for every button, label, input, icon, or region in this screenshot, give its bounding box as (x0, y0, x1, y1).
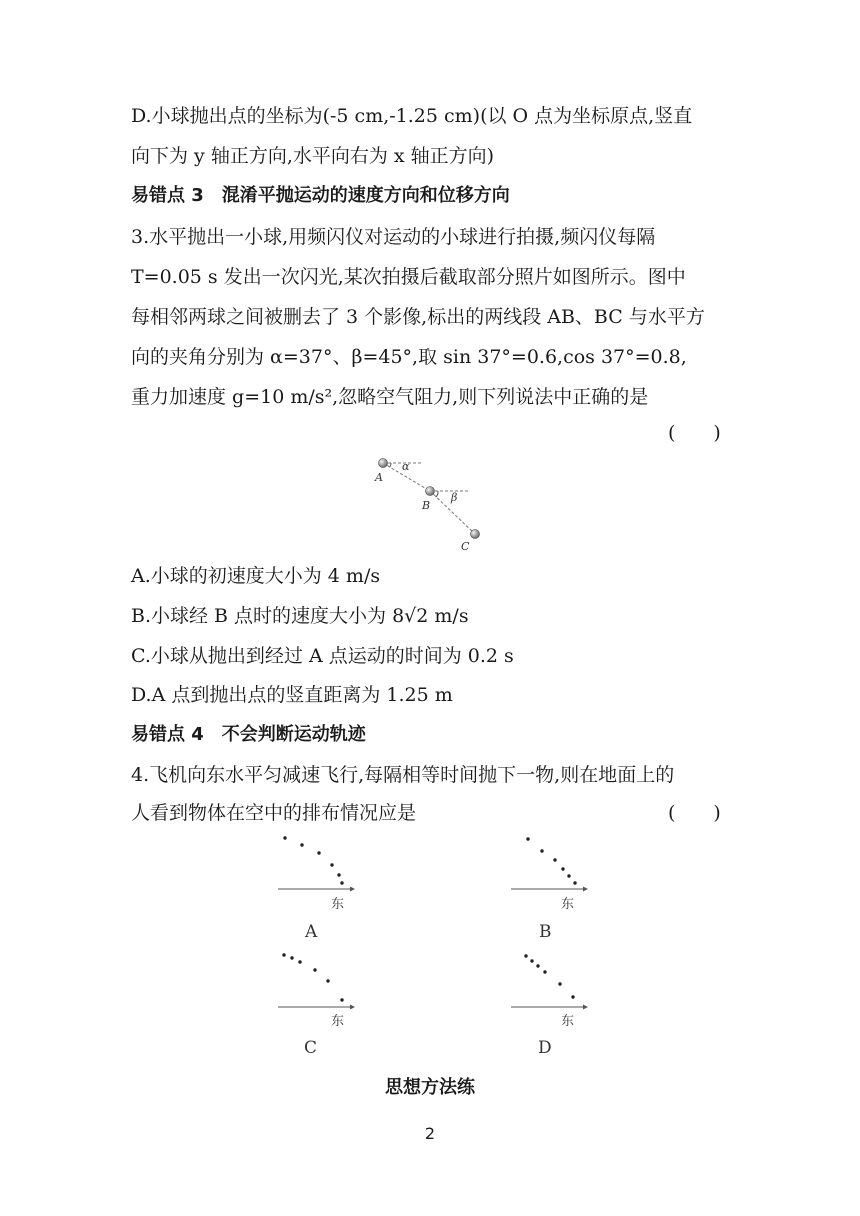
q2-option-d-line2: 向下为 y 轴正方向,水平向右为 x 轴正方向) (131, 145, 495, 167)
ball-a (379, 459, 388, 468)
q3-stem-line3: 每相邻两球之间被删去了 3 个影像,标出的两线段 AB、BC 与水平方 (131, 306, 705, 328)
label-beta: β (451, 491, 458, 504)
ball-c (471, 530, 480, 539)
q4-answer-blank: ( ) (668, 802, 721, 824)
heading-error-point-3: 易错点 3 混淆平抛运动的速度方向和位移方向 (131, 185, 510, 206)
page-number: 2 (424, 1124, 436, 1143)
label-alpha: α (402, 460, 410, 473)
section-title: 思想方法练 (385, 1077, 475, 1098)
east-label-a: 东 (331, 897, 345, 912)
diagram-letter-d: D (538, 1038, 552, 1058)
q3-option-d: D.A 点到抛出点的竖直距离为 1.25 m (131, 684, 453, 706)
east-label-c: 东 (331, 1014, 345, 1029)
q4-diagram-c (270, 945, 360, 1060)
q4-diagram-b (503, 830, 593, 945)
q3-answer-blank: ( ) (668, 422, 721, 444)
diagram-letter-c: C (304, 1038, 318, 1058)
label-a: A (375, 471, 383, 484)
q4-diagram-d (503, 945, 593, 1060)
q3-option-a: A.小球的初速度大小为 4 m/s (131, 565, 381, 587)
q3-strobe-figure (360, 452, 500, 554)
diagram-letter-a: A (305, 922, 318, 942)
q4-stem-line2: 人看到物体在空中的排布情况应是 (131, 802, 417, 824)
label-b: B (422, 499, 431, 512)
heading-error-point-4: 易错点 4 不会判断运动轨迹 (131, 724, 366, 745)
ball-b (426, 487, 435, 496)
q3-stem-line4: 向的夹角分别为 α=37°、β=45°,取 sin 37°=0.6,cos 37°=0.8, (131, 346, 687, 368)
east-label-b: 东 (561, 897, 575, 912)
diagram-letter-b: B (539, 922, 552, 942)
label-c: C (461, 540, 470, 553)
q3-option-c: C.小球从抛出到经过 A 点运动的时间为 0.2 s (131, 645, 514, 667)
q3-stem-line5: 重力加速度 g=10 m/s²,忽略空气阻力,则下列说法中正确的是 (131, 386, 649, 408)
q3-stem-line1: 3.水平抛出一小球,用频闪仪对运动的小球进行拍摄,频闪仪每隔 (131, 226, 656, 248)
east-label-d: 东 (561, 1014, 575, 1029)
q2-option-d-line1: D.小球抛出点的坐标为(-5 cm,-1.25 cm)(以 O 点为坐标原点,竖直 (131, 105, 693, 127)
q4-stem-line1: 4.飞机向东水平匀减速飞行,每隔相等时间抛下一物,则在地面上的 (131, 764, 675, 786)
q4-diagram-a (270, 830, 360, 945)
q3-stem-line2: T=0.05 s 发出一次闪光,某次拍摄后截取部分照片如图所示。图中 (131, 266, 686, 288)
q3-option-b: B.小球经 B 点时的速度大小为 8√2 m/s (131, 605, 469, 627)
